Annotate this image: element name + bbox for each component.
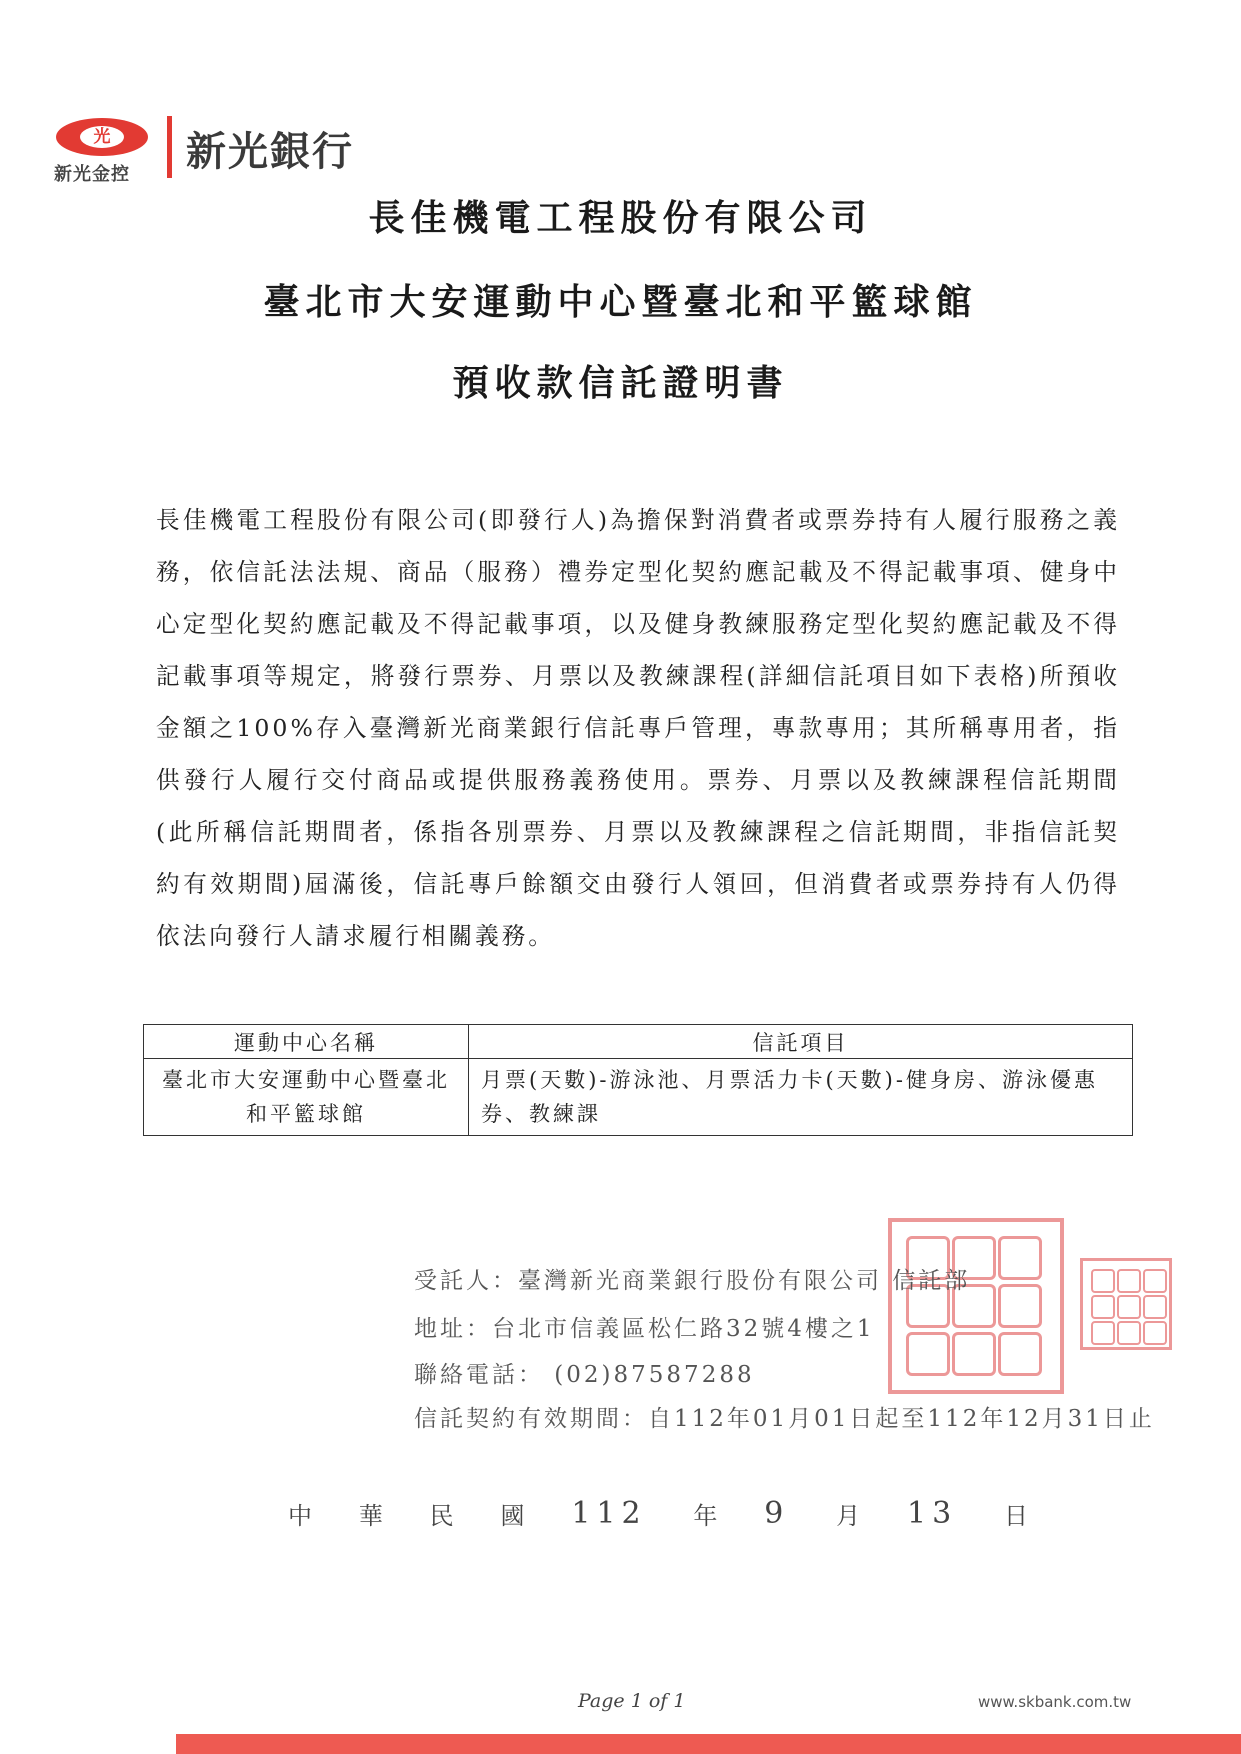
venue-title: 臺北市大安運動中心暨臺北和平籃球館 <box>263 281 978 323</box>
date-day: 13 <box>906 1496 958 1531</box>
issue-date <box>288 1496 1028 1531</box>
date-year-unit: 年 <box>693 1502 718 1530</box>
website-url: www.skbank.com.tw <box>978 1693 1132 1711</box>
date-char: 中 <box>288 1502 312 1530</box>
logo-emblem-text: 光 <box>80 126 124 148</box>
phone-line: 聯絡電話： (02)87587288 <box>414 1362 755 1388</box>
cell-venue: 臺北市大安運動中心暨臺北和平籃球館 <box>144 1059 469 1136</box>
manager-seal-stamp <box>1080 1258 1172 1350</box>
document-title: 預收款信託證明書 <box>452 362 789 404</box>
page-number: Page 1 of 1 <box>578 1690 686 1712</box>
date-char: 國 <box>500 1502 525 1530</box>
bank-logo <box>52 112 392 185</box>
company-title: 長佳機電工程股份有限公司 <box>368 197 873 239</box>
group-name: 新光金控 <box>54 164 130 185</box>
footer-bar <box>176 1734 1241 1754</box>
contract-period-line: 信託契約有效期間：自112年01月01日起至112年12月31日止 <box>414 1406 1155 1432</box>
cell-items: 月票(天數)-游泳池、月票活力卡(天數)-健身房、游泳優惠券、教練課 <box>469 1059 1133 1136</box>
trust-items-table <box>143 1024 1133 1136</box>
table-header-row <box>144 1025 1133 1059</box>
date-year: 112 <box>571 1496 647 1531</box>
logo-divider <box>167 116 172 178</box>
table-row <box>144 1059 1133 1136</box>
bank-seal-stamp <box>888 1218 1064 1394</box>
date-day-unit: 日 <box>1004 1502 1028 1530</box>
body-paragraph: 長佳機電工程股份有限公司(即發行人)為擔保對消費者或票券持有人履行服務之義務，依信託法法規、商品（服務）禮券定型化契約應記載及不得記載事項、健身中心定型化契約應記載及不得記載事項，以及健身教練服務定型化契約應記載及不得記載事項等規定，將發行票券、月票以及教練課程(詳細信託項目如下表格)所預收金額之100%存入臺灣新光商業銀行信託專戶管理，專款專用；其所稱專用者，指供發行人履行交付商品或提供服務義務使用。票券、月票以及教練課程信託期間(此所稱信託期間者，係指各別票券、月票以及教練課程之信託期間，非指信託契約有效期間)屆滿後，信託專戶餘額交由發行人領回，但消費者或票券持有人仍得依法向發行人請求履行相關義務。 <box>156 506 1120 950</box>
bank-name: 新光銀行 <box>186 129 354 175</box>
header-items: 信託項目 <box>469 1025 1133 1059</box>
trustee-line: 受託人：臺灣新光商業銀行股份有限公司 信託部 <box>414 1268 971 1294</box>
header-venue: 運動中心名稱 <box>144 1025 469 1059</box>
logo-emblem-icon <box>56 118 148 156</box>
date-char: 華 <box>358 1502 383 1530</box>
address-line: 地址：台北市信義區松仁路32號4樓之1 <box>414 1316 875 1342</box>
date-month-unit: 月 <box>836 1502 861 1530</box>
date-char: 民 <box>429 1502 454 1530</box>
date-month: 9 <box>764 1496 790 1531</box>
